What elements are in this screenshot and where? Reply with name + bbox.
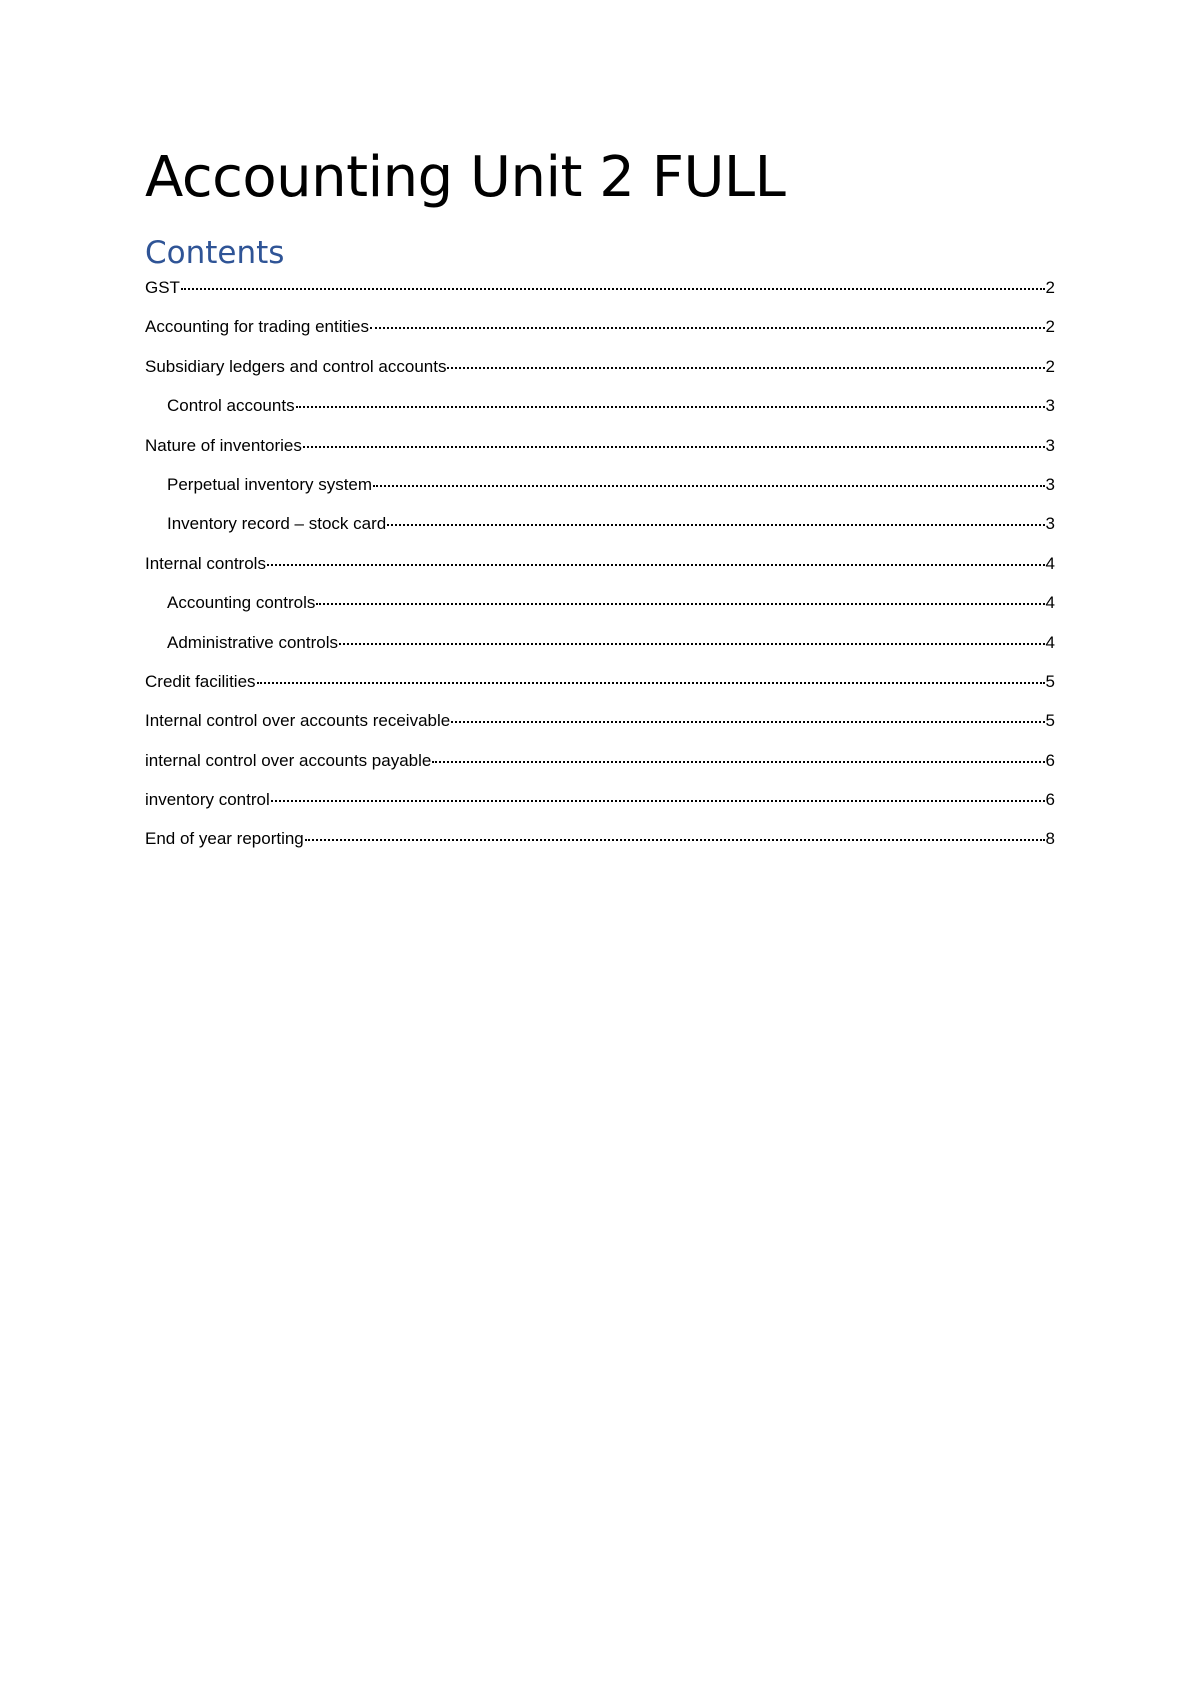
toc-page-number[interactable]: 3 — [1045, 474, 1055, 494]
toc-entry-text[interactable]: Accounting for trading entities — [145, 317, 369, 337]
toc-page-number[interactable]: 3 — [1045, 514, 1055, 534]
toc-entry[interactable] — [145, 393, 1055, 432]
toc-entry[interactable] — [145, 275, 1055, 314]
toc-entry[interactable] — [145, 748, 1055, 787]
toc-entry-text[interactable]: Nature of inventories — [145, 435, 302, 455]
toc-page-number[interactable]: 2 — [1045, 278, 1055, 297]
toc-page-number[interactable]: 2 — [1045, 356, 1055, 376]
toc-dot-leader — [316, 603, 1044, 605]
toc-page-number[interactable]: 5 — [1045, 671, 1055, 691]
toc-entry-text[interactable]: Internal control over accounts receivable — [145, 711, 451, 731]
toc-dot-leader — [257, 682, 1045, 684]
toc-entry[interactable] — [145, 551, 1055, 590]
table-of-contents — [145, 275, 1055, 866]
toc-dot-leader — [305, 839, 1045, 841]
toc-page-number[interactable]: 6 — [1045, 790, 1055, 810]
toc-dot-leader — [303, 446, 1045, 448]
toc-entry[interactable] — [145, 669, 1055, 708]
toc-entry[interactable] — [145, 826, 1055, 865]
toc-entry-text[interactable]: Administrative controls — [167, 632, 339, 652]
toc-entry-text[interactable]: GST — [145, 278, 180, 297]
toc-page-number[interactable]: 2 — [1045, 317, 1055, 337]
toc-page-number[interactable]: 8 — [1045, 829, 1055, 849]
toc-entry[interactable] — [145, 708, 1055, 747]
toc-page-number[interactable]: 3 — [1045, 435, 1055, 455]
toc-entry-text[interactable]: Accounting controls — [167, 593, 316, 613]
toc-page-number[interactable]: 4 — [1045, 553, 1055, 573]
toc-entry[interactable] — [145, 787, 1055, 826]
toc-entry-text[interactable]: Credit facilities — [145, 671, 256, 691]
toc-entry[interactable] — [145, 433, 1055, 472]
toc-dot-leader — [267, 564, 1045, 566]
toc-dot-leader — [447, 367, 1044, 369]
toc-entry-text[interactable]: End of year reporting — [145, 829, 304, 849]
toc-dot-leader — [339, 643, 1045, 645]
toc-heading: Contents — [145, 235, 285, 271]
toc-dot-leader — [271, 800, 1045, 802]
toc-entry[interactable] — [145, 314, 1055, 353]
toc-entry-text[interactable]: internal control over accounts payable — [145, 750, 432, 770]
toc-page-number[interactable]: 6 — [1045, 750, 1055, 770]
toc-entry-text[interactable]: Control accounts — [167, 396, 295, 416]
toc-entry[interactable] — [145, 354, 1055, 393]
toc-entry-text[interactable]: Inventory record – stock card — [167, 514, 387, 534]
toc-dot-leader — [373, 485, 1044, 487]
toc-entry-text[interactable]: Subsidiary ledgers and control accounts — [145, 356, 447, 376]
toc-dot-leader — [451, 721, 1044, 723]
toc-dot-leader — [432, 761, 1044, 763]
toc-dot-leader — [296, 406, 1045, 408]
toc-entry-text[interactable]: Perpetual inventory system — [167, 474, 373, 494]
toc-page-number[interactable]: 4 — [1045, 632, 1055, 652]
toc-page-number[interactable]: 4 — [1045, 593, 1055, 613]
toc-entry-text[interactable]: Internal controls — [145, 553, 266, 573]
toc-page-number[interactable]: 3 — [1045, 396, 1055, 416]
toc-entry[interactable] — [145, 472, 1055, 511]
toc-entry[interactable] — [145, 590, 1055, 629]
toc-page-number[interactable]: 5 — [1045, 711, 1055, 731]
toc-dot-leader — [181, 288, 1045, 290]
toc-entry[interactable] — [145, 630, 1055, 669]
document-title: Accounting Unit 2 FULL — [145, 145, 786, 210]
toc-dot-leader — [387, 524, 1044, 526]
toc-dot-leader — [370, 327, 1045, 329]
toc-entry[interactable] — [145, 511, 1055, 550]
toc-entry-text[interactable]: inventory control — [145, 790, 270, 810]
